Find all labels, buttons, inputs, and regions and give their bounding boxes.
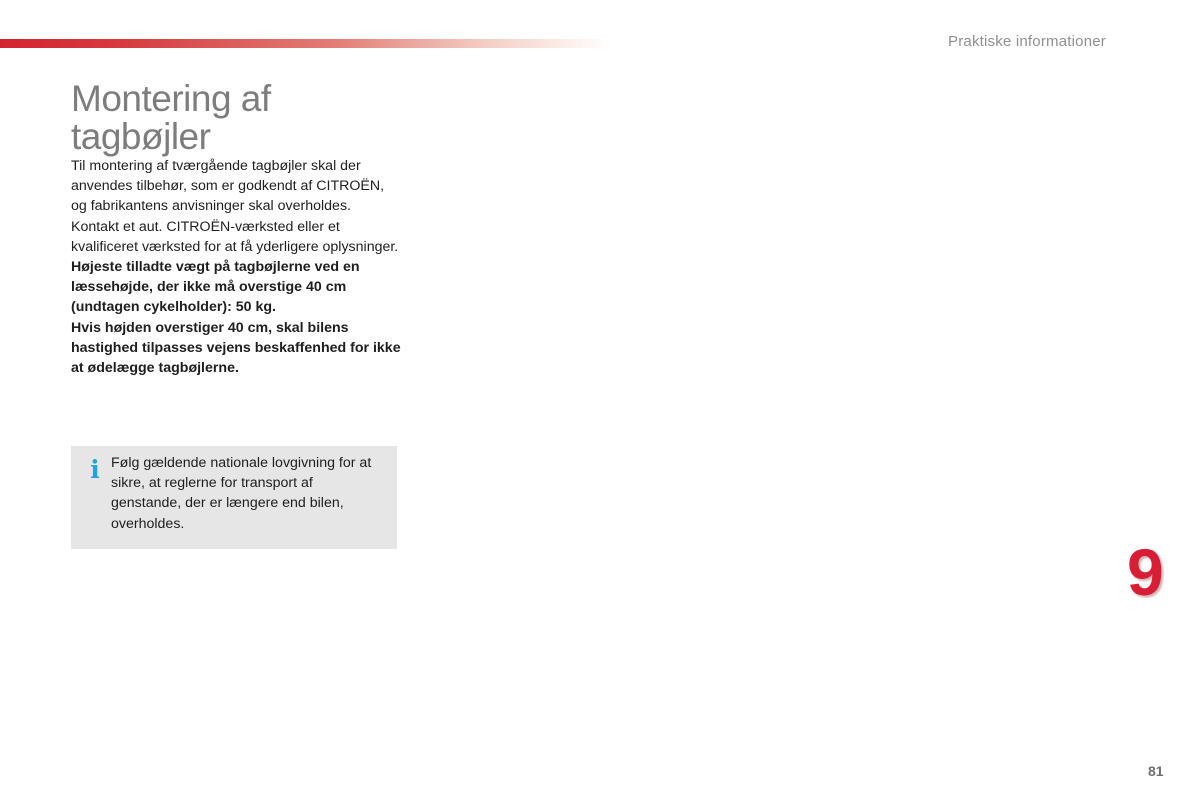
- chapter-number: 9: [1127, 535, 1164, 609]
- info-icon: i: [90, 455, 100, 484]
- paragraph-contact: Kontakt et aut. CITROËN-værksted eller et kvalificeret værksted for at få yderligere oplysninger.: [71, 218, 399, 255]
- body-text: [71, 156, 401, 378]
- page-number: 81: [1148, 763, 1164, 779]
- paragraph-accessories: Til montering af tværgående tagbøjler skal der anvendes tilbehør, som er godkendt af CITROËN, og fabrikantens anvisninger skal overholdes.: [71, 158, 385, 215]
- header-accent-stripe: [0, 39, 610, 48]
- paragraph-max-weight: Højeste tilladte vægt på tagbøjlerne ved en læssehøjde, der ikke må overstige 40 cm (undtagen cykelholder): 50 kg.: [71, 259, 360, 316]
- info-text: Følg gældende nationale lovgivning for at sikre, at reglerne for transport af genstande, der er længere end bilen, overholdes.: [111, 455, 372, 532]
- page-title: Montering af tagbøjler: [71, 78, 271, 157]
- paragraph-speed-warning: Hvis højden overstiger 40 cm, skal bilens hastighed tilpasses vejens beskaffenhed for ikke at ødelægge tagbøjlerne.: [71, 319, 401, 377]
- section-header: Praktiske informationer: [948, 33, 1106, 50]
- info-box: [71, 446, 397, 549]
